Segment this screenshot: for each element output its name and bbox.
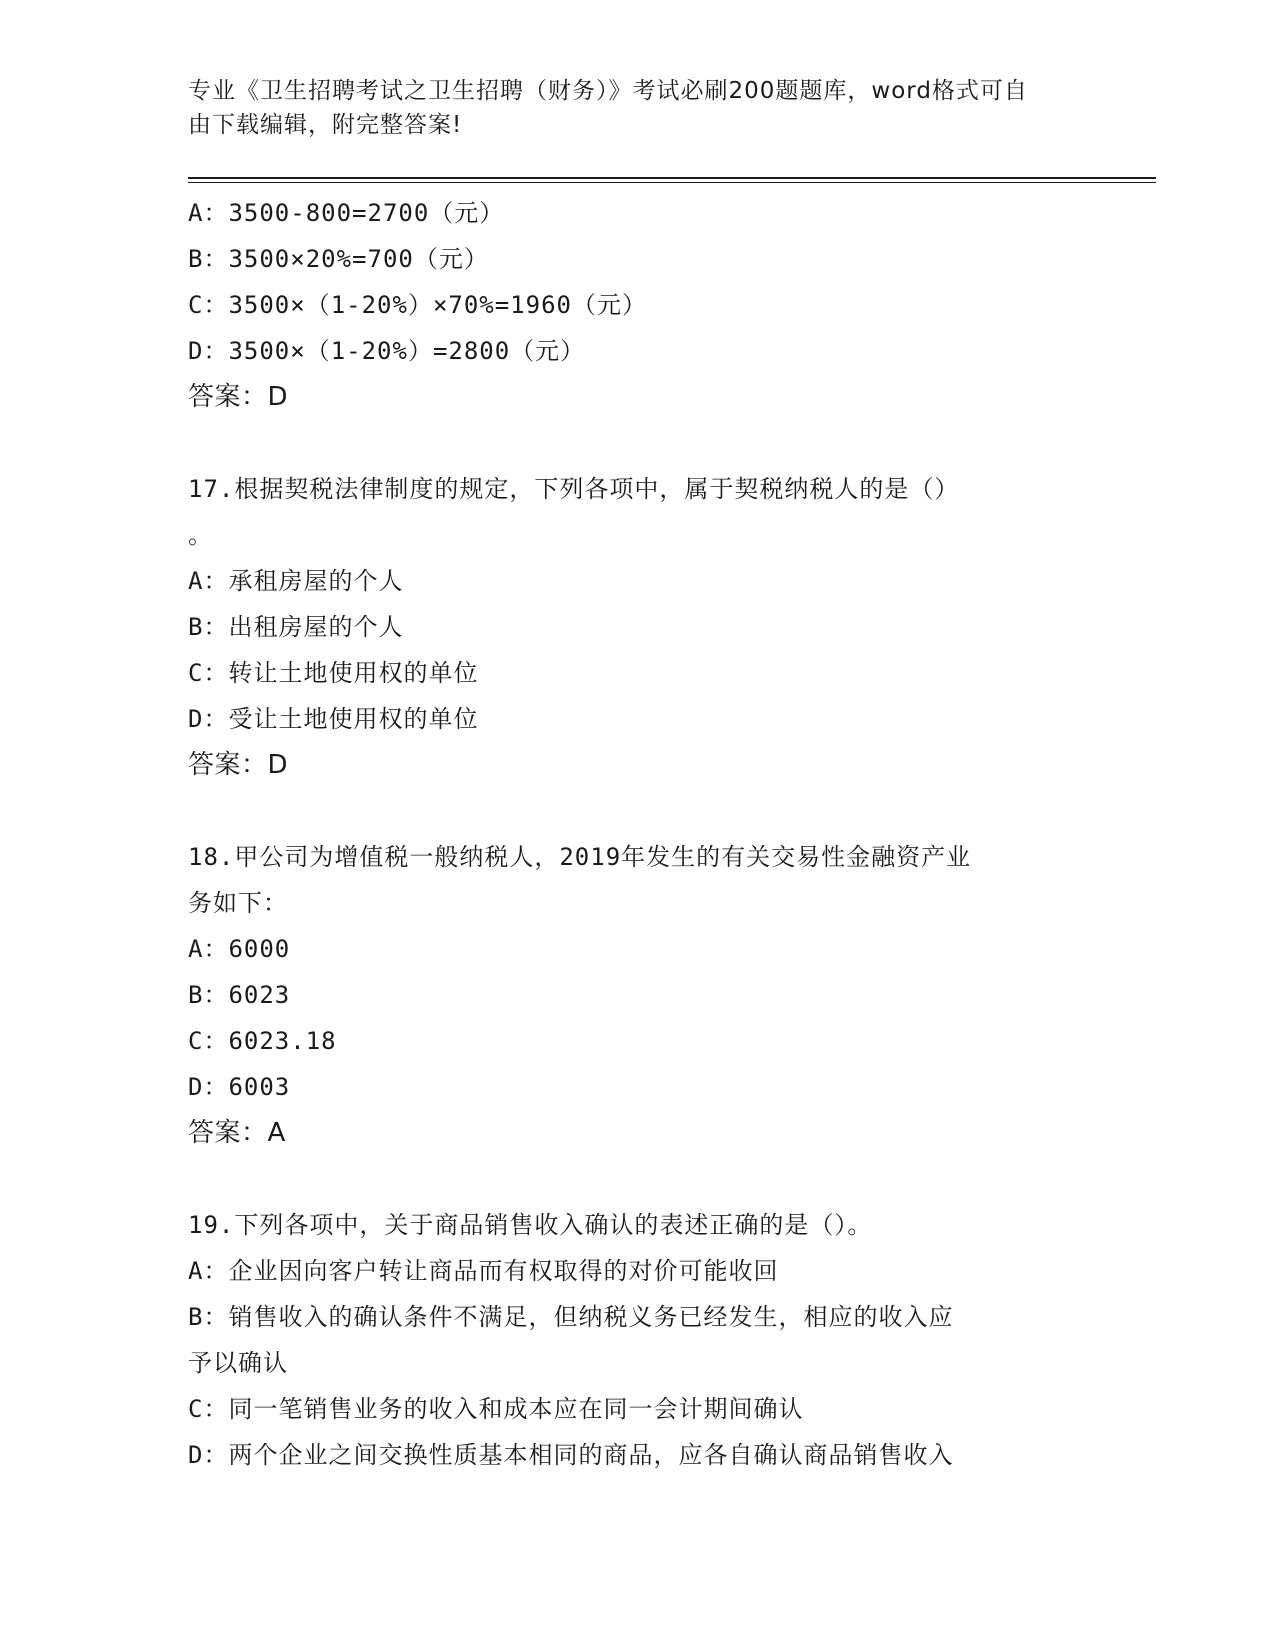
- option-d: D：受让土地使用权的单位: [188, 705, 479, 733]
- question-stem-line-2: 务如下：: [188, 889, 288, 917]
- option-a: A：6000: [188, 935, 291, 963]
- option-a: A：企业因向客户转让商品而有权取得的对价可能收回: [188, 1257, 779, 1285]
- answer: 答案：D: [188, 750, 289, 780]
- option-c: C：3500×（1-20%）×70%=1960（元）: [188, 291, 647, 319]
- question-16: [188, 190, 1088, 420]
- option-b-line-2: 予以确认: [188, 1349, 288, 1377]
- header-divider-thick: [188, 177, 1156, 179]
- option-d: D：6003: [188, 1073, 291, 1101]
- option-b: B：6023: [188, 981, 291, 1009]
- option-b: B：出租房屋的个人: [188, 613, 404, 641]
- question-stem-line-1: 19.下列各项中，关于商品销售收入确认的表述正确的是（）。: [188, 1211, 873, 1239]
- question-stem-line-1: 18.甲公司为增值税一般纳税人，2019年发生的有关交易性金融资产业: [188, 843, 972, 871]
- answer: 答案：D: [188, 382, 289, 412]
- header-divider-thin: [188, 182, 1156, 183]
- header-line-2: 由下载编辑，附完整答案!: [188, 112, 463, 138]
- question-17: [188, 466, 1088, 788]
- option-c: C：转让土地使用权的单位: [188, 659, 479, 687]
- option-a: A：3500-800=2700（元）: [188, 199, 505, 227]
- header-line-1: 专业《卫生招聘考试之卫生招聘（财务）》考试必刷200题题库，word格式可自: [188, 78, 1028, 104]
- option-b: B：3500×20%=700（元）: [188, 245, 489, 273]
- spacer: [188, 1156, 1088, 1202]
- document-header: [188, 74, 1068, 142]
- spacer: [188, 420, 1088, 466]
- question-18: [188, 834, 1088, 1156]
- answer: 答案：A: [188, 1118, 286, 1148]
- question-stem-line-2: 。: [188, 521, 213, 549]
- option-a: A：承租房屋的个人: [188, 567, 404, 595]
- spacer: [188, 788, 1088, 834]
- option-b-line-1: B：销售收入的确认条件不满足，但纳税义务已经发生，相应的收入应: [188, 1303, 954, 1331]
- question-stem-line-1: 17.根据契税法律制度的规定，下列各项中，属于契税纳税人的是（）: [188, 475, 960, 503]
- option-d: D：3500×（1-20%）=2800（元）: [188, 337, 586, 365]
- option-c: C：同一笔销售业务的收入和成本应在同一会计期间确认: [188, 1395, 804, 1423]
- option-d: D：两个企业之间交换性质基本相同的商品，应各自确认商品销售收入: [188, 1441, 954, 1469]
- option-c: C：6023.18: [188, 1027, 337, 1055]
- question-content: [188, 190, 1088, 1478]
- question-19: [188, 1202, 1088, 1478]
